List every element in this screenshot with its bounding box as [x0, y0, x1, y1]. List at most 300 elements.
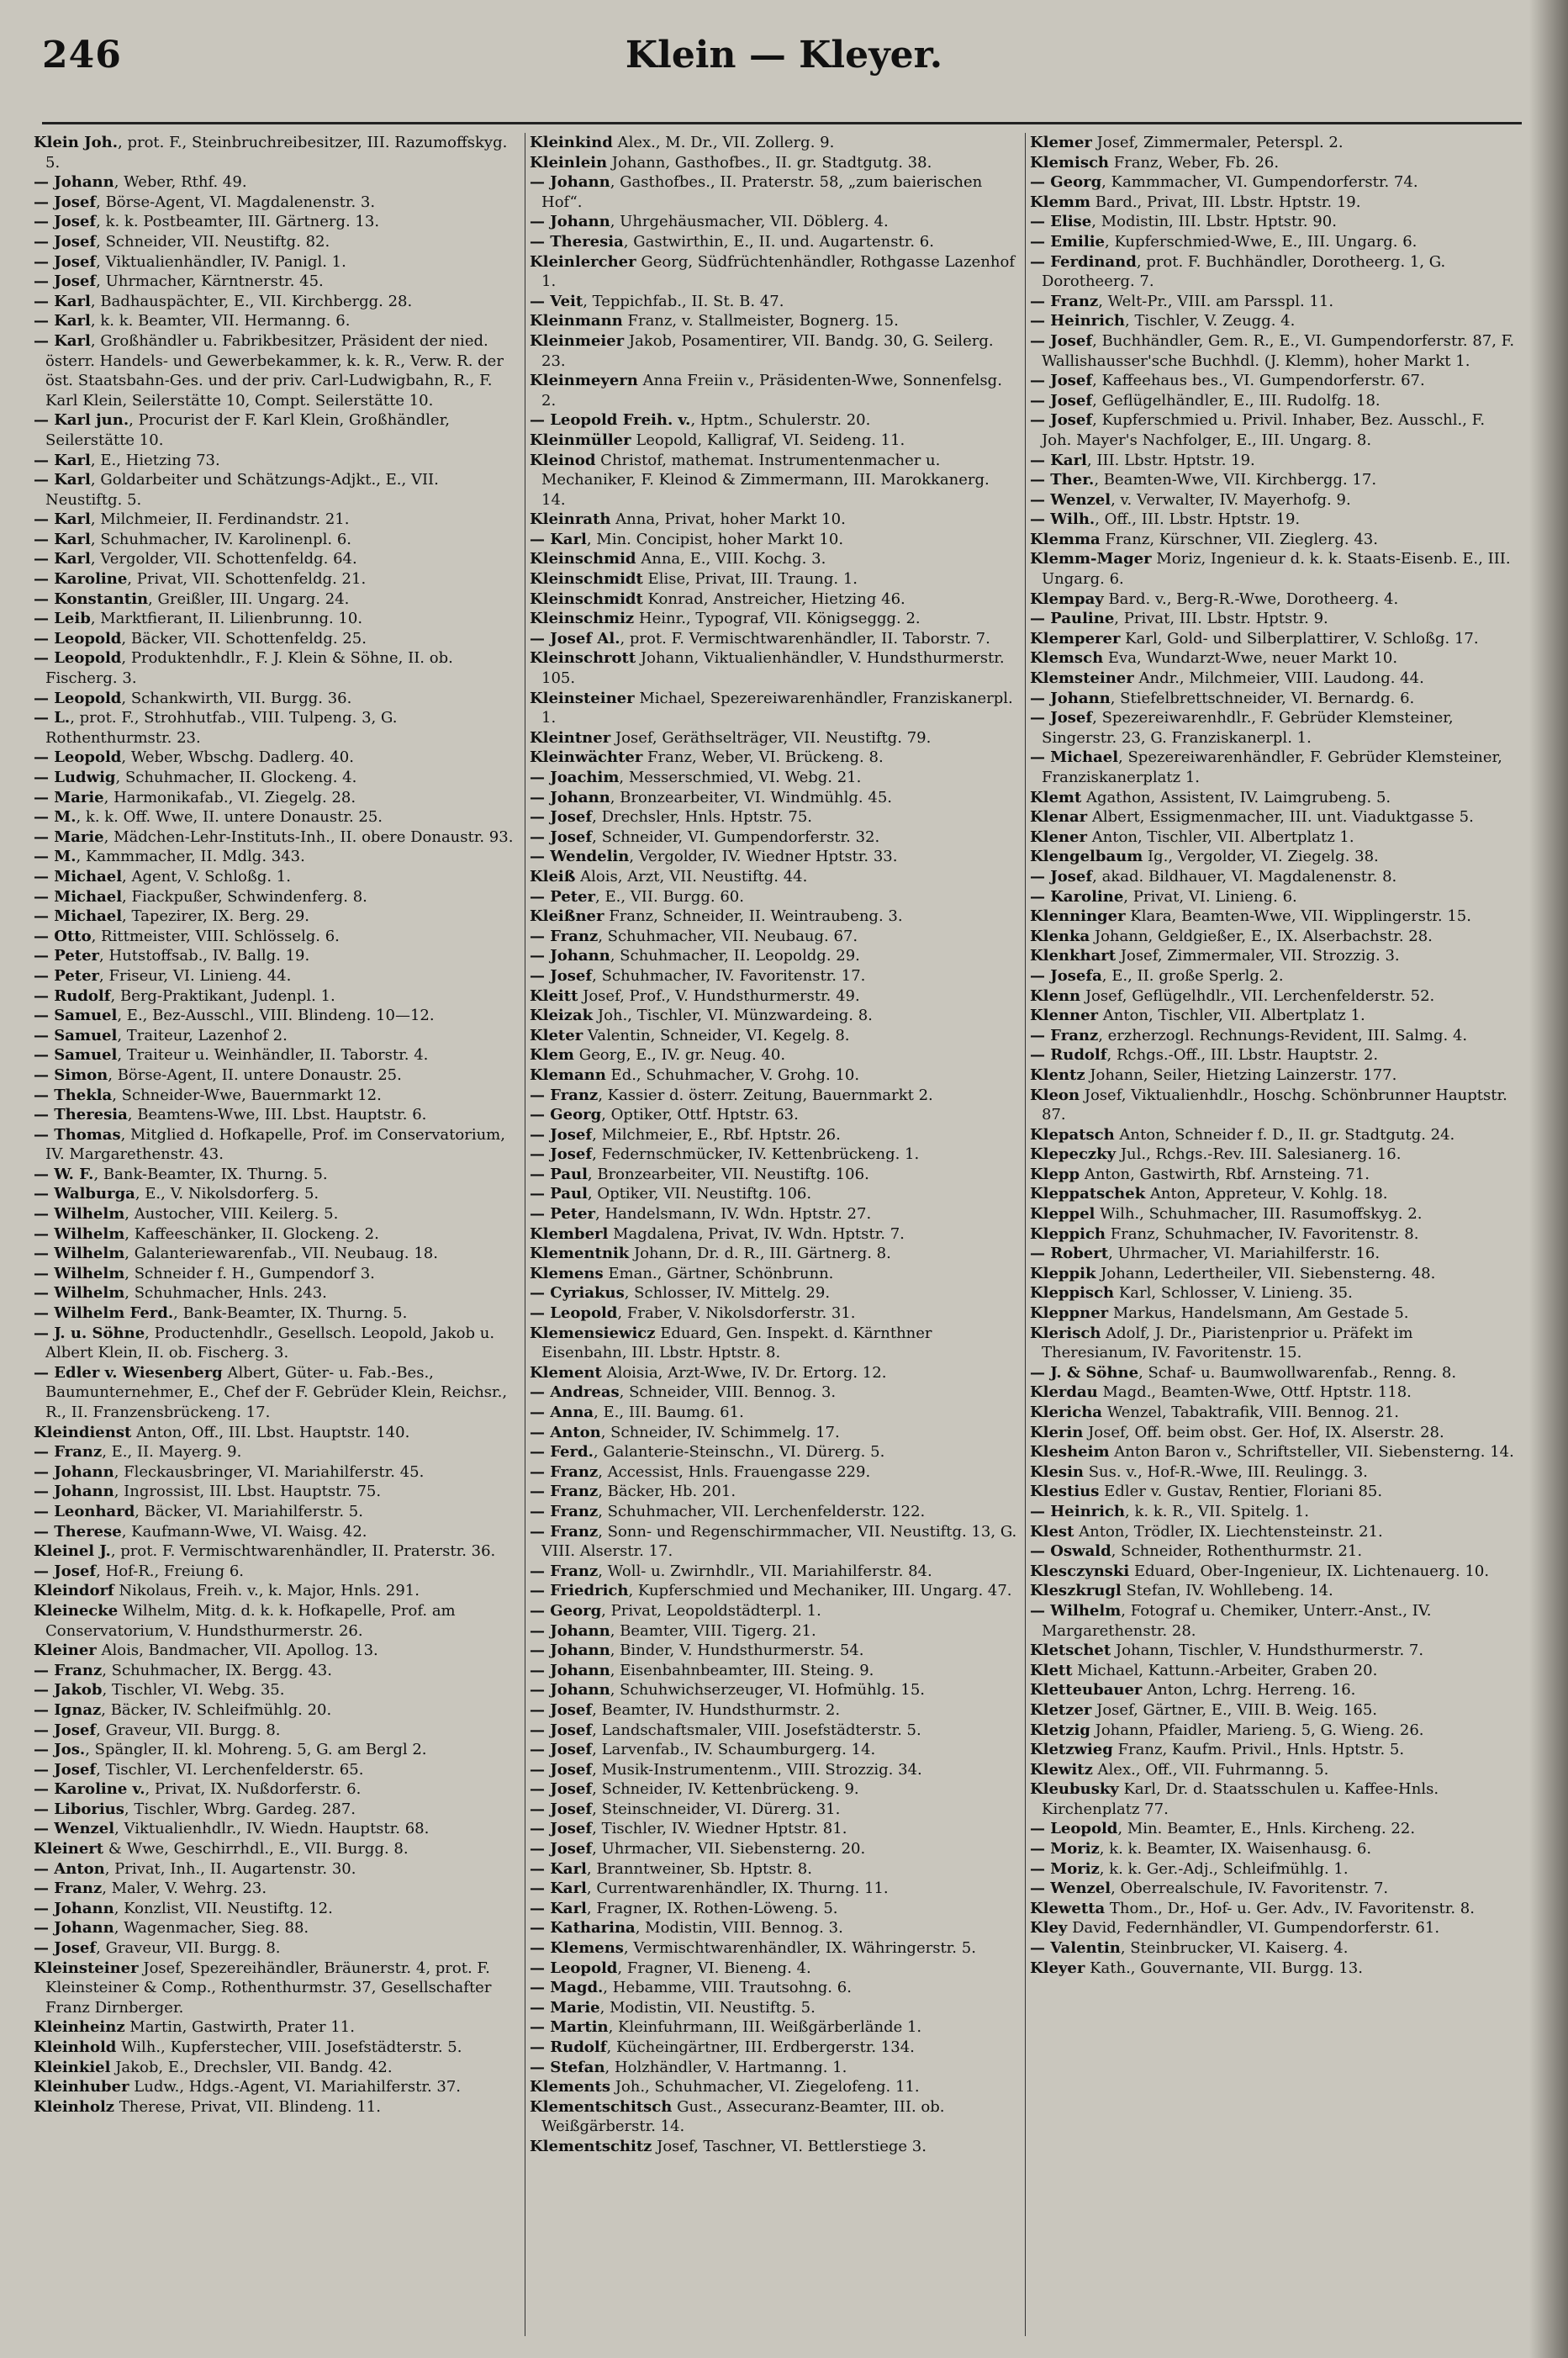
- entry-details: , Schneider, VII. Neustiftg. 82.: [96, 232, 330, 251]
- entry-details: Edler v. Gustav, Rentier, Floriani 85.: [1099, 1483, 1383, 1501]
- entry-details: Johann, Ledertheiler, VII. Siebensterng. 48.: [1095, 1264, 1436, 1282]
- entry-name: — Walburga: [34, 1185, 135, 1203]
- directory-entry: [34, 1601, 518, 1641]
- entry-details: , prot. F. Vermischtwarenhändler, II. Taborstr. 7.: [620, 629, 990, 648]
- directory-entry: [34, 1105, 518, 1125]
- directory-entry: [1030, 371, 1519, 391]
- entry-name: — Elise: [1030, 213, 1092, 231]
- entry-details: , E., Bez-Ausschl., VIII. Blindeng. 10—12.: [117, 1007, 435, 1025]
- entry-details: , Fragner, VI. Bieneng. 4.: [617, 1959, 811, 1977]
- directory-entry: [34, 331, 518, 410]
- entry-details: Anna, Privat, hoher Markt 10.: [610, 510, 846, 529]
- entry-details: , Woll- u. Zwirnhdlr., VII. Mariahilferstr. 84.: [598, 1562, 932, 1580]
- entry-details: Alois, Arzt, VII. Neustiftg. 44.: [575, 867, 808, 886]
- entry-details: Michael, Spezereiwarenhändler, Franziskanerpl. 1.: [541, 689, 1013, 727]
- entry-details: , Bäcker, VII. Schottenfeldg. 25.: [121, 629, 367, 648]
- directory-entry: [530, 1998, 1018, 2018]
- header-rule: [42, 122, 1522, 124]
- directory-entry: [530, 788, 1018, 808]
- entry-details: Moriz, Ingenieur d. k. k. Staats-Eisenb. E., III. Ungarg. 6.: [1042, 550, 1511, 589]
- entry-details: , Beamtens-Wwe, III. Lbst. Hauptstr. 6.: [127, 1106, 427, 1124]
- entry-details: Kath., Gouvernante, VII. Burgg. 13.: [1085, 1959, 1363, 1977]
- directory-entry: [34, 807, 518, 827]
- entry-name: — Ferdinand: [1030, 252, 1137, 271]
- directory-entry: [34, 590, 518, 610]
- entry-name: — Josef: [34, 252, 97, 271]
- entry-name: — Josef: [34, 272, 97, 291]
- directory-entry: [34, 966, 518, 986]
- entry-details: , Vergolder, VII. Schottenfeldg. 64.: [90, 550, 357, 568]
- directory-entry: [530, 2097, 1018, 2137]
- entry-name: — Josef: [530, 1721, 593, 1739]
- entry-details: , Großhändler u. Fabrikbesitzer, Präsident der nied. österr. Handels- und Gewerbekammer, k. k. R., Verw. R. der öst. Staatsbahn-Ges. und der priv. Carl-Ludwigbahn, R., F. Karl Klein, Seilerstätte 10, Compt. Seilerstätte 10.: [45, 331, 504, 410]
- entry-details: Jakob, Posamentirer, VII. Bandg. 30, G. Seilerg. 23.: [541, 331, 994, 370]
- entry-name: Klesczynski: [1030, 1562, 1130, 1580]
- entry-details: Eva, Wundarzt-Wwe, neuer Markt 10.: [1103, 649, 1398, 668]
- directory-entry: [1030, 1839, 1519, 1859]
- entry-name: — Josef: [530, 1820, 593, 1838]
- entry-details: , Bronzearbeiter, VII. Neustiftg. 106.: [587, 1165, 869, 1183]
- directory-entry: [530, 212, 1018, 232]
- entry-details: Klara, Beamten-Wwe, VII. Wipplingerstr. 15.: [1125, 907, 1471, 926]
- directory-entry: [530, 1244, 1018, 1264]
- entry-details: , E., II. Mayerg. 9.: [102, 1443, 242, 1462]
- directory-entry: [34, 2058, 518, 2078]
- entry-name: Kleinhold: [34, 2038, 117, 2056]
- directory-entry: [1030, 648, 1519, 669]
- directory-entry: [34, 252, 518, 272]
- entry-name: Kleinecke: [34, 1601, 119, 1620]
- entry-details: Franz, Schuhmacher, IV. Favoritenstr. 8.: [1106, 1224, 1419, 1243]
- directory-entry: [34, 629, 518, 649]
- entry-name: Kleppik: [1030, 1264, 1096, 1282]
- directory-entry: [1030, 391, 1519, 411]
- entry-name: — Karoline: [34, 570, 128, 589]
- entry-details: Magdalena, Privat, IV. Wdn. Hptstr. 7.: [608, 1224, 905, 1243]
- directory-entry: [34, 1800, 518, 1820]
- entry-details: , Sonn- und Regenschirmmacher, VII. Neustiftg. 13, G. VIII. Alserstr. 17.: [541, 1522, 1017, 1561]
- entry-name: — Josef: [530, 827, 593, 846]
- entry-details: , Modistin, VII. Neustiftg. 5.: [599, 1998, 816, 2017]
- entry-name: Kletteubauer: [1030, 1681, 1143, 1700]
- directory-entry: [34, 1661, 518, 1681]
- entry-details: , Galanterie-Steinschn., VI. Dürerg. 5.: [593, 1443, 885, 1462]
- entry-details: Sus. v., Hof-R.-Wwe, III. Reulingg. 3.: [1084, 1462, 1368, 1481]
- entry-name: Kleinod: [530, 451, 596, 469]
- directory-entry: [530, 1601, 1018, 1621]
- entry-name: Klemens: [530, 1264, 604, 1282]
- entry-name: — Leopold: [34, 649, 122, 668]
- entry-details: , Kupferschmied u. Privil. Inhaber, Bez. Ausschl., F. Joh. Mayer's Nachfolger, E., III. Ungarg. 8.: [1042, 411, 1486, 449]
- directory-entry: [34, 1562, 518, 1582]
- entry-details: , Bäcker, IV. Schleifmühlg. 20.: [101, 1700, 332, 1719]
- entry-name: Kleiner: [34, 1642, 97, 1660]
- entry-name: — Johann: [1030, 689, 1111, 707]
- entry-name: — Pauline: [1030, 610, 1115, 628]
- entry-name: — Wilhelm: [1030, 1601, 1122, 1620]
- directory-entry: [1030, 1324, 1519, 1363]
- directory-entry: [530, 629, 1018, 649]
- entry-name: Klemisch: [1030, 153, 1109, 172]
- entry-name: Klewitz: [1030, 1760, 1093, 1779]
- entry-name: Kleppel: [1030, 1205, 1095, 1224]
- entry-name: Kleubusky: [1030, 1780, 1119, 1799]
- directory-entry: [530, 410, 1018, 431]
- directory-entry: [1030, 1859, 1519, 1880]
- entry-name: — Josef: [34, 232, 97, 251]
- directory-entry: [34, 927, 518, 947]
- entry-details: , Graveur, VII. Burgg. 8.: [96, 1721, 281, 1739]
- entry-details: , Schneider, IV. Kettenbrückeng. 9.: [592, 1780, 859, 1799]
- entry-details: , Kupferschmied und Mechaniker, III. Ungarg. 47.: [628, 1582, 1012, 1600]
- entry-details: Anton Baron v., Schriftsteller, VII. Siebensterng. 14.: [1109, 1443, 1514, 1462]
- entry-details: , Tapezirer, IX. Berg. 29.: [122, 907, 310, 926]
- entry-name: Kleinrath: [530, 510, 611, 529]
- entry-name: Klementschitz: [530, 2137, 652, 2155]
- directory-entry: [34, 510, 518, 530]
- entry-name: — Josef: [34, 1760, 97, 1779]
- entry-details: Josef, Geflügelhdlr., VII. Lerchenfelderstr. 52.: [1080, 986, 1435, 1005]
- directory-entry: [1030, 1819, 1519, 1839]
- entry-details: , Schneider f. H., Gumpendorf 3.: [124, 1264, 375, 1282]
- entry-details: , Kaffeehaus bes., VI. Gumpendorferstr. 67.: [1092, 372, 1425, 390]
- entry-name: Kleinmüller: [530, 431, 631, 449]
- directory-entry: [1030, 1125, 1519, 1145]
- directory-entry: [530, 172, 1018, 212]
- directory-entry: [34, 410, 518, 450]
- directory-entry: [530, 946, 1018, 966]
- entry-details: Franz, Kaufm. Privil., Hnls. Hptstr. 5.: [1112, 1741, 1405, 1759]
- entry-details: , Greißler, III. Ungarg. 24.: [148, 590, 350, 608]
- directory-entry: [1030, 689, 1519, 709]
- entry-details: , Beamten-Wwe, VII. Kirchbergg. 17.: [1094, 471, 1377, 489]
- entry-name: — Franz: [530, 927, 599, 945]
- directory-entry: [1030, 1026, 1519, 1046]
- entry-name: Klement: [530, 1363, 602, 1382]
- directory-entry: [530, 549, 1018, 569]
- entry-details: , Larvenfab., IV. Schaumburgerg. 14.: [592, 1741, 876, 1759]
- entry-details: Josef, Geräthselträger, VII. Neustiftg. 79.: [610, 728, 932, 747]
- entry-name: Klerdau: [1030, 1383, 1098, 1402]
- entry-name: — Franz: [1030, 1026, 1099, 1044]
- directory-entry: [530, 1145, 1018, 1165]
- directory-entry: [1030, 1959, 1519, 1979]
- entry-details: Ig., Vergolder, VI. Ziegelg. 38.: [1143, 848, 1379, 866]
- directory-entry: [530, 1502, 1018, 1522]
- directory-entry: [34, 1165, 518, 1185]
- entry-name: — Anton: [530, 1423, 601, 1441]
- directory-entry: [1030, 867, 1519, 887]
- entry-details: , Hebamme, VIII. Trautsohng. 6.: [603, 1979, 852, 1997]
- entry-name: — Wilhelm: [34, 1284, 125, 1303]
- directory-entry: [34, 1581, 518, 1601]
- entry-name: Klestius: [1030, 1483, 1100, 1501]
- entry-details: , Spezereiwarenhdlr., F. Gebrüder Klemsteiner, Singerstr. 23, G. Franziskanerpl. 1.: [1042, 709, 1454, 747]
- directory-entry: [34, 1303, 518, 1324]
- entry-name: — Peter: [530, 887, 596, 906]
- entry-details: Bard. v., Berg-R.-Wwe, Dorotheerg. 4.: [1103, 590, 1399, 608]
- entry-name: — Friedrich: [530, 1582, 629, 1600]
- entry-name: Kleinholz: [34, 2097, 115, 2116]
- directory-entry: [1030, 470, 1519, 490]
- entry-details: Anton, Trödler, IX. Liechtensteinstr. 21.: [1074, 1522, 1383, 1541]
- directory-entry: [530, 1403, 1018, 1423]
- entry-name: — Martin: [530, 2018, 609, 2037]
- directory-entry: [530, 1105, 1018, 1125]
- directory-entry: [530, 1442, 1018, 1462]
- entry-details: , prot. F. Buchhändler, Dorotheerg. 1, G. Dorotheerg. 7.: [1042, 252, 1446, 291]
- entry-name: Kletzig: [1030, 1721, 1090, 1739]
- directory-entry: [34, 1363, 518, 1423]
- directory-entry: [1030, 331, 1519, 371]
- entry-details: , Tischler, VI. Lerchenfelderstr. 65.: [96, 1760, 364, 1779]
- directory-entry: [530, 590, 1018, 610]
- entry-name: Kleppich: [1030, 1224, 1106, 1243]
- entry-details: Joh., Tischler, VI. Münzwardeing. 8.: [593, 1007, 873, 1025]
- entry-name: — Franz: [530, 1483, 599, 1501]
- entry-details: , Bäcker, Hb. 201.: [598, 1483, 736, 1501]
- entry-name: Kleinheinz: [34, 2018, 125, 2037]
- entry-name: — Georg: [530, 1601, 602, 1620]
- entry-name: — Karl jun.: [34, 411, 129, 430]
- entry-details: , Modistin, III. Lbstr. Hptstr. 90.: [1091, 213, 1337, 231]
- entry-name: — Johann: [530, 1621, 610, 1640]
- entry-details: , Beamter, VIII. Tigerg. 21.: [610, 1621, 816, 1640]
- directory-entry: [530, 1026, 1018, 1046]
- entry-name: — J. & Söhne: [1030, 1363, 1139, 1382]
- entry-details: , Schlosser, IV. Mittelg. 29.: [624, 1284, 831, 1303]
- directory-entry: [1030, 193, 1519, 213]
- directory-entry: [530, 232, 1018, 252]
- directory-entry: [530, 1581, 1018, 1601]
- column-3: [1030, 133, 1526, 2336]
- directory-entry: [1030, 708, 1519, 748]
- entry-details: , Bronzearbeiter, VI. Windmühlg. 45.: [610, 788, 892, 806]
- directory-entry: [530, 986, 1018, 1007]
- entry-details: Ed., Schuhmacher, V. Grohg. 10.: [605, 1065, 860, 1084]
- entry-details: , k. k. Beamter, VII. Hermanng. 6.: [90, 312, 351, 330]
- entry-name: — Josef: [34, 1939, 97, 1958]
- entry-name: — Robert: [1030, 1245, 1109, 1263]
- entry-name: Klener: [1030, 827, 1087, 846]
- directory-entry: [34, 292, 518, 312]
- entry-name: Kleindienst: [34, 1423, 132, 1441]
- entry-name: Kleinwächter: [530, 748, 643, 767]
- entry-name: — Karl: [34, 510, 91, 529]
- directory-entry: [34, 946, 518, 966]
- entry-name: — Therese: [34, 1522, 122, 1541]
- directory-entry: [1030, 1442, 1519, 1462]
- entry-name: — Johann: [530, 1642, 610, 1660]
- directory-entry: [34, 549, 518, 569]
- entry-details: , Wagenmacher, Sieg. 88.: [114, 1919, 309, 1938]
- entry-name: Kleinel J.: [34, 1542, 111, 1561]
- entry-name: — Josef: [530, 808, 593, 827]
- entry-details: , Stiefelbrettschneider, VI. Bernardg. 6.: [1110, 689, 1415, 707]
- entry-name: — Valentin: [1030, 1939, 1121, 1958]
- page-number: 246: [42, 34, 122, 77]
- entry-details: Wilh., Schuhmacher, III. Rasumoffskyg. 2.: [1095, 1205, 1423, 1224]
- directory-entry: [1030, 1303, 1519, 1324]
- directory-entry: [34, 272, 518, 292]
- entry-details: Magd., Beamten-Wwe, Ottf. Hptstr. 118.: [1097, 1383, 1412, 1402]
- entry-name: — Leonhard: [34, 1502, 135, 1520]
- entry-name: — Marie: [34, 827, 104, 846]
- directory-entry: [1030, 1661, 1519, 1681]
- directory-entry: [530, 2017, 1018, 2038]
- entry-name: Kleon: [1030, 1086, 1080, 1104]
- entry-columns: [34, 133, 1526, 2336]
- entry-name: — Veit: [530, 292, 583, 310]
- entry-name: Klest: [1030, 1522, 1074, 1541]
- entry-details: , Schneider, IV. Schimmelg. 17.: [600, 1423, 840, 1441]
- entry-name: — Leopold: [34, 629, 122, 648]
- entry-name: — Liborius: [34, 1800, 124, 1818]
- entry-name: Klemm-Mager: [1030, 550, 1152, 568]
- entry-name: — Thomas: [34, 1125, 121, 1144]
- directory-entry: [34, 609, 518, 629]
- entry-details: , Austocher, VIII. Keilerg. 5.: [124, 1205, 339, 1224]
- entry-details: , Binder, V. Hundsthurmerstr. 54.: [610, 1642, 864, 1660]
- entry-details: , Beamter, IV. Hundsthurmstr. 2.: [592, 1700, 841, 1719]
- directory-entry: [1030, 133, 1519, 153]
- entry-details: , Hof-R., Freiung 6.: [96, 1562, 245, 1580]
- entry-details: , Maler, V. Wehrg. 23.: [102, 1880, 267, 1898]
- entry-name: — Johann: [530, 788, 610, 806]
- entry-details: Franz, Weber, VI. Brückeng. 8.: [642, 748, 884, 767]
- entry-name: — Ignaz: [34, 1700, 102, 1719]
- entry-details: , Procurist der F. Karl Klein, Großhändler, Seilerstätte 10.: [45, 411, 450, 449]
- entry-name: — Cyriakus: [530, 1284, 625, 1303]
- directory-entry: [1030, 669, 1519, 689]
- directory-entry: [34, 1086, 518, 1106]
- entry-name: — Josef: [530, 1780, 593, 1799]
- entry-details: , Schneider, VIII. Bennog. 3.: [619, 1383, 837, 1402]
- directory-entry: [34, 451, 518, 471]
- entry-details: Anton, Schneider f. D., II. gr. Stadtgutg. 24.: [1114, 1125, 1455, 1144]
- directory-entry: [1030, 1641, 1519, 1661]
- directory-entry: [1030, 1423, 1519, 1443]
- directory-entry: [530, 648, 1018, 688]
- entry-name: — Ludwig: [34, 769, 116, 786]
- directory-entry: [1030, 788, 1519, 808]
- entry-name: — Wilh.: [1030, 510, 1095, 529]
- entry-details: , Kaffeeschänker, II. Glockeng. 2.: [124, 1224, 379, 1243]
- directory-entry: [530, 609, 1018, 629]
- page-header: [0, 34, 1568, 93]
- directory-entry: [530, 1621, 1018, 1642]
- entry-name: — Johann: [34, 1899, 114, 1917]
- entry-name: — Josef: [1030, 372, 1093, 390]
- entry-name: — Heinrich: [1030, 312, 1126, 330]
- directory-entry: [530, 1661, 1018, 1681]
- directory-entry: [530, 966, 1018, 986]
- entry-name: Klenn: [1030, 986, 1081, 1005]
- directory-entry: [1030, 1383, 1519, 1403]
- entry-name: — Josef: [530, 966, 593, 985]
- entry-details: , prot. F. Vermischtwarenhändler, II. Praterstr. 36.: [110, 1542, 496, 1561]
- entry-name: — Franz: [530, 1462, 599, 1481]
- entry-details: , Privat, Inh., II. Augartenstr. 30.: [104, 1859, 356, 1878]
- entry-name: Klenninger: [1030, 907, 1126, 926]
- entry-name: — Josef: [34, 1562, 97, 1580]
- directory-entry: [34, 768, 518, 788]
- directory-entry: [530, 153, 1018, 173]
- directory-entry: [530, 451, 1018, 510]
- directory-entry: [530, 807, 1018, 827]
- directory-entry: [530, 1283, 1018, 1303]
- directory-entry: [1030, 153, 1519, 173]
- entry-name: — Wilhelm: [34, 1224, 125, 1243]
- entry-name: — Franz: [530, 1086, 599, 1104]
- entry-name: — Andreas: [530, 1383, 620, 1402]
- entry-details: , Min. Concipist, hoher Markt 10.: [586, 530, 844, 548]
- directory-entry: [1030, 847, 1519, 867]
- directory-entry: [530, 1641, 1018, 1661]
- directory-entry: [530, 1264, 1018, 1284]
- directory-entry: [1030, 549, 1519, 589]
- directory-entry: [1030, 1204, 1519, 1224]
- entry-name: — Karl: [34, 331, 91, 350]
- entry-name: — Michael: [34, 867, 123, 886]
- entry-details: , E., Hietzing 73.: [90, 451, 220, 469]
- entry-details: , Schneider, Rothenthurmstr. 21.: [1111, 1542, 1363, 1561]
- directory-entry: [34, 2077, 518, 2097]
- entry-name: Klementschitsch: [530, 2097, 673, 2116]
- entry-details: , k. k. Postbeamter, III. Gärtnerg. 13.: [96, 213, 380, 231]
- entry-details: Josef, Prof., V. Hundsthurmerstr. 49.: [578, 986, 860, 1005]
- entry-name: — Theresia: [34, 1106, 128, 1124]
- directory-entry: [530, 1224, 1018, 1245]
- entry-name: — Josef: [1030, 331, 1093, 350]
- entry-details: Josef, Spezereihändler, Bräunerstr. 4, prot. F. Kleinsteiner & Comp., Rothenthurmstr. 37, Gesellschafter Franz Dirnberger.: [45, 1959, 492, 2017]
- directory-entry: [1030, 510, 1519, 530]
- entry-name: — Anna: [530, 1404, 594, 1421]
- directory-entry: [530, 1938, 1018, 1959]
- entry-name: — Samuel: [34, 1046, 118, 1065]
- directory-entry: [530, 1800, 1018, 1820]
- entry-details: , Kammmacher, VI. Gumpendorferstr. 74.: [1101, 173, 1418, 192]
- entry-name: — Leopold Freih. v.: [530, 411, 691, 430]
- directory-entry: [1030, 1165, 1519, 1185]
- entry-details: , Federnschmücker, IV. Kettenbrückeng. 1.: [592, 1145, 920, 1164]
- directory-entry: [1030, 311, 1519, 331]
- entry-details: Ludw., Hdgs.-Agent, VI. Mariahilferstr. 37.: [129, 2078, 462, 2096]
- entry-name: — Wenzel: [1030, 490, 1111, 509]
- directory-entry: [530, 510, 1018, 530]
- entry-name: — Johann: [530, 947, 610, 965]
- directory-entry: [1030, 1879, 1519, 1899]
- entry-name: Kleppner: [1030, 1304, 1109, 1323]
- entry-details: , Schankwirth, VII. Burgg. 36.: [121, 689, 352, 707]
- directory-entry: [1030, 1938, 1519, 1959]
- directory-entry: [34, 1482, 518, 1502]
- directory-entry: [1030, 1680, 1519, 1700]
- entry-name: — Klemens: [530, 1939, 624, 1958]
- entry-details: Jul., Rchgs.-Rev. III. Salesianerg. 16.: [1116, 1145, 1402, 1164]
- entry-details: , Steinbrucker, VI. Kaiserg. 4.: [1120, 1939, 1349, 1958]
- entry-details: Anton, Off., III. Lbst. Hauptstr. 140.: [131, 1423, 410, 1441]
- entry-name: — Wenzel: [1030, 1880, 1111, 1898]
- entry-details: , v. Verwalter, IV. Mayerhofg. 9.: [1111, 490, 1351, 509]
- entry-details: Anna Freiin v., Präsidenten-Wwe, Sonnenfelsg. 2.: [541, 372, 1002, 410]
- directory-entry: [34, 1879, 518, 1899]
- directory-entry: [530, 2137, 1018, 2157]
- entry-name: Klemsteiner: [1030, 669, 1134, 688]
- entry-details: , Hutstoffsab., IV. Ballg. 19.: [99, 947, 310, 965]
- entry-details: Franz, Weber, Fb. 26.: [1109, 153, 1280, 172]
- entry-name: — Edler v. Wiesenberg: [34, 1363, 223, 1382]
